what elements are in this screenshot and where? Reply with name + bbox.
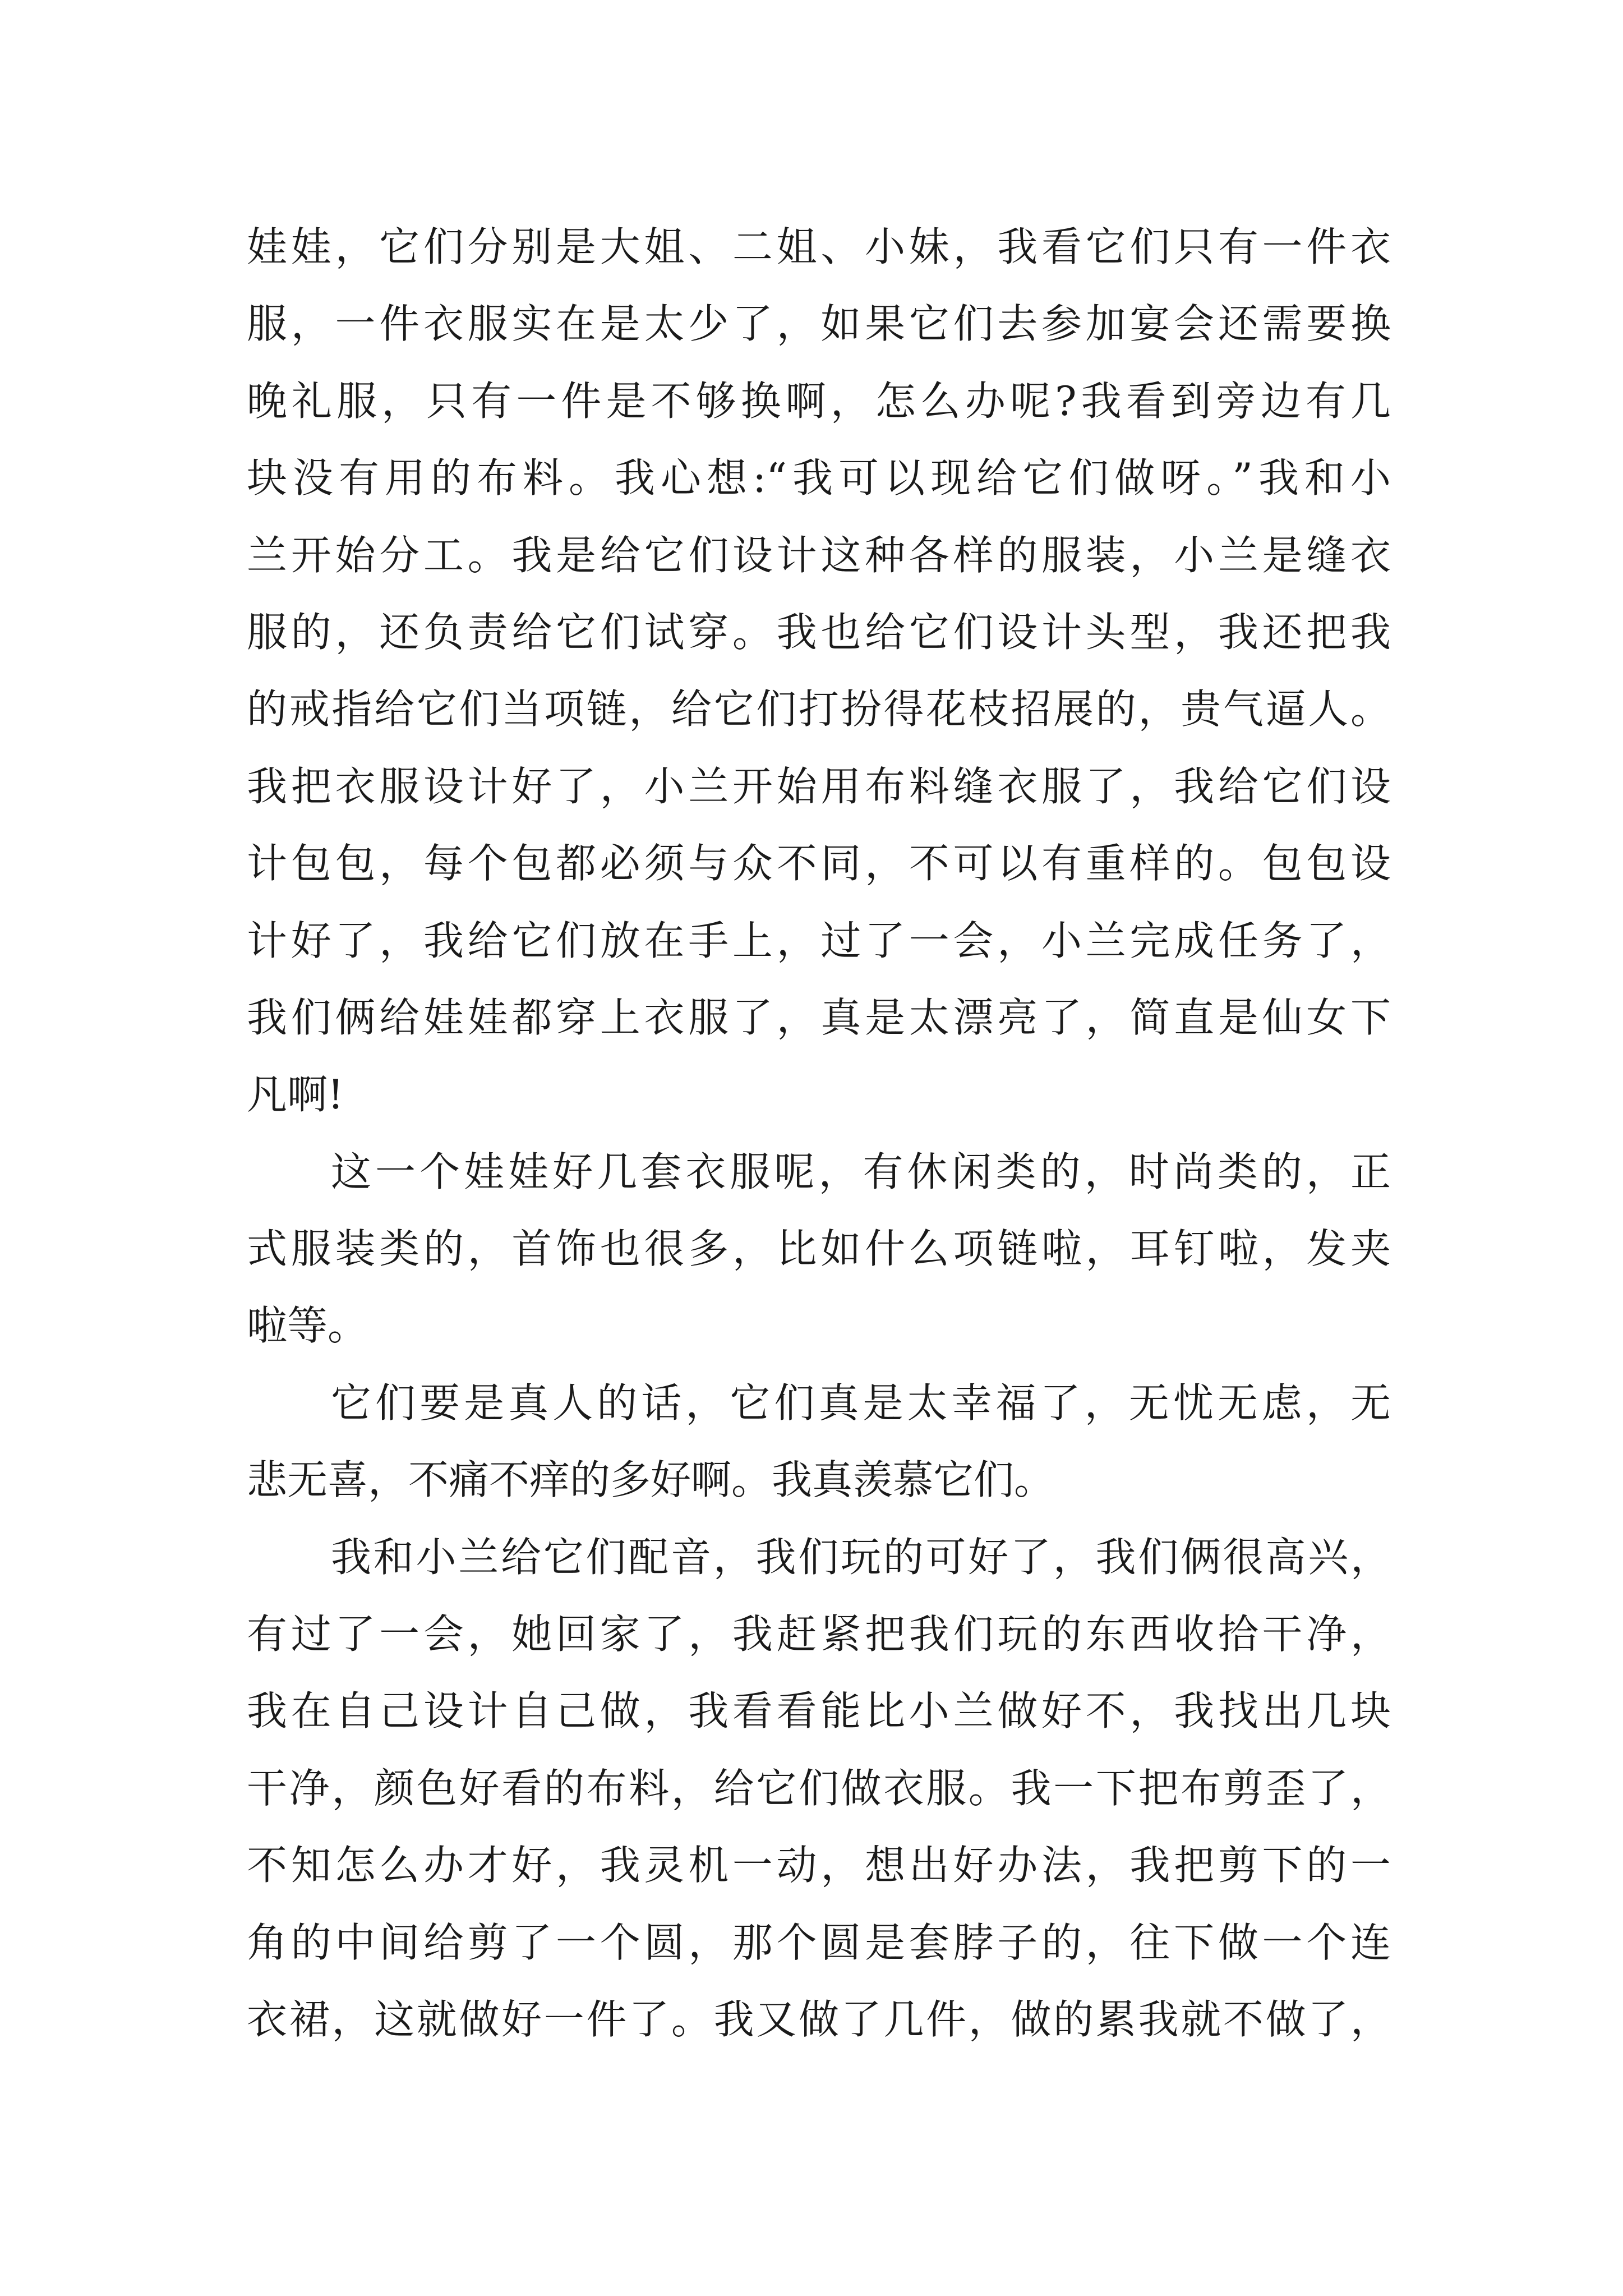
text-line: 我们俩给娃娃都穿上衣服了，真是太漂亮了，简直是仙女下 <box>247 993 1391 1041</box>
text-line: 式服装类的，首饰也很多，比如什么项链啦，耳钉啦，发夹 <box>247 1225 1391 1273</box>
text-line: 计包包，每个包都必须与众不同，不可以有重样的。包包设 <box>247 840 1391 887</box>
text-line: 的戒指给它们当项链，给它们打扮得花枝招展的，贵气逼人。 <box>247 685 1391 733</box>
text-line: 我把衣服设计好了，小兰开始用布料缝衣服了，我给它们设 <box>247 762 1391 810</box>
text-line: 娃娃，它们分别是大姐、二姐、小妹，我看它们只有一件衣 <box>247 223 1391 270</box>
text-line: 有过了一会，她回家了，我赶紧把我们玩的东西收拾干净， <box>247 1611 1391 1658</box>
text-line: 我在自己设计自己做，我看看能比小兰做好不，我找出几块 <box>247 1687 1391 1735</box>
text-line: 计好了，我给它们放在手上，过了一会，小兰完成任务了， <box>247 917 1391 964</box>
text-line: 悲无喜，不痛不痒的多好啊。我真羡慕它们。 <box>247 1456 1055 1504</box>
body-text <box>247 209 1391 2058</box>
text-line: 干净，颜色好看的布料，给它们做衣服。我一下把布剪歪了， <box>247 1764 1391 1812</box>
text-line: 不知怎么办才好，我灵机一动，想出好办法，我把剪下的一 <box>247 1842 1391 1889</box>
paragraph-first-line: 这一个娃娃好几套衣服呢，有休闲类的，时尚类的，正 <box>331 1148 1391 1195</box>
text-line: 兰开始分工。我是给它们设计这种各样的服装，小兰是缝衣 <box>247 531 1391 579</box>
text-line: 服，一件衣服实在是太少了，如果它们去参加宴会还需要换 <box>247 300 1391 348</box>
text-line: 角的中间给剪了一个圆，那个圆是套脖子的，往下做一个连 <box>247 1918 1391 1966</box>
text-line: 啦等。 <box>247 1302 368 1350</box>
text-line: 块没有用的布料。我心想:“我可以现给它们做呀。”我和小 <box>247 454 1391 502</box>
paragraph-first-line: 它们要是真人的话，它们真是太幸福了，无忧无虑，无 <box>331 1379 1391 1427</box>
text-line: 服的，还负责给它们试穿。我也给它们设计头型，我还把我 <box>247 608 1391 656</box>
paragraph-first-line: 我和小兰给它们配音，我们玩的可好了，我们俩很高兴， <box>331 1533 1391 1581</box>
text-line: 晚礼服，只有一件是不够换啊，怎么办呢?我看到旁边有几 <box>247 377 1391 425</box>
text-line: 衣裙，这就做好一件了。我又做了几件，做的累我就不做了， <box>247 1995 1391 2043</box>
text-line: 凡啊! <box>247 1071 344 1119</box>
